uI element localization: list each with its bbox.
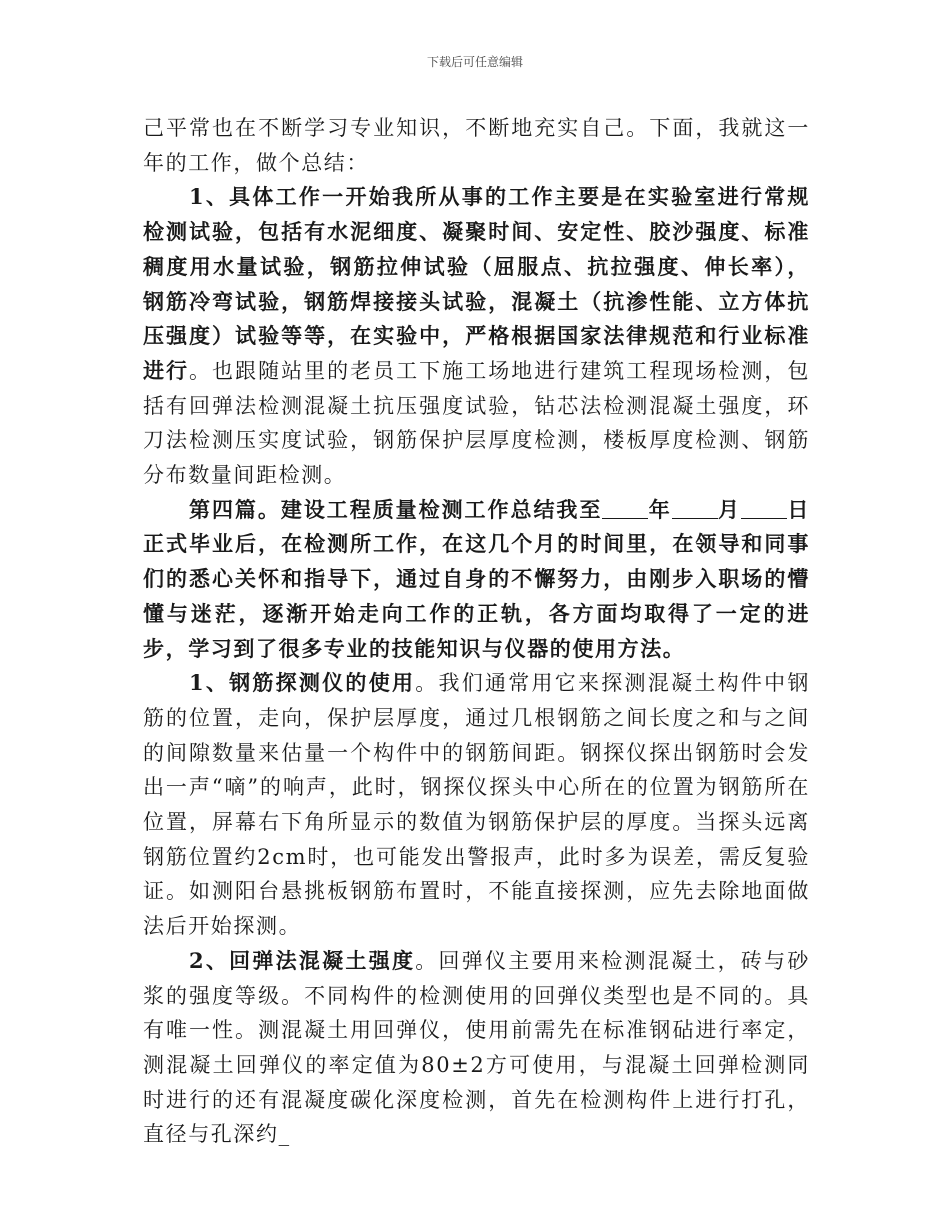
paragraph-rebar-detector — [143, 666, 810, 944]
page-header: 下载后可任意编辑 — [426, 55, 523, 69]
paragraph-text: 。我们通常用它来探测混凝土构件中钢筋的位置，走向，保护层厚度，通过几根钢筋之间长度之和与之间的间隙数量来估量一个构件中的钢筋间距。钢探仪探出钢筋时会发出一声“嘀”的响声，此时，钢探仪探头中心所在的位置为钢筋所在位置，屏幕右下角所显示的数值为钢筋保护层的厚度。当探头远离钢筋位置约2cm时，也可能发出警报声，此时多为误差，需反复验证。如测阳台悬挑板钢筋布置时，不能直接探测，应先去除地面做法后开始探测。 — [143, 671, 810, 939]
document-body — [143, 111, 810, 1152]
paragraph-rebound-method — [143, 944, 810, 1152]
paragraph-text: 日正式毕业后，在检测所工作，在这几个月的时间里，在领导和同事们的悉心关怀和指导下，通过自身的不懈努力，由刚步入职场的懵懂与迷茫，逐渐开始走向工作的正轨，各方面均取得了一定的进步，学习到了很多专业的技能知识与仪器的使用方法。 — [143, 496, 810, 661]
paragraph-bold-lead: 2、回弹法混凝土强度 — [189, 947, 416, 973]
paragraph-text: 年 — [648, 496, 672, 522]
paragraph-text: 。回弹仪主要用来检测混凝土，砖与砂浆的强度等级。不同构件的检测使用的回弹仪类型也是不同的。具有唯一性。测混凝土用回弹仪，使用前需先在标准钢砧进行率定，测混凝土回弹仪的率定值为80±2方可使用，与混凝土回弹检测同时进行的还有混凝度碳化深度检测，首先在检测构件上进行打孔，直径与孔深约_ — [143, 948, 810, 1147]
blank-year-field — [602, 498, 648, 519]
paragraph-text: 第四篇。建设工程质量检测工作总结我至 — [189, 496, 603, 522]
blank-day-field — [741, 498, 787, 519]
paragraph-text: 。也跟随站里的老员工下施工场地进行建筑工程现场检测，包括有回弹法检测混凝土抗压强度试验，钻芯法检测混凝土强度，环刀法检测压实度试验，钢筋保护层厚度检测，楼板厚度检测、钢筋分布数量间距检测。 — [143, 358, 810, 488]
paragraph-text: 月 — [717, 496, 741, 522]
paragraph-bold-lead: 1、具体工作一开始我所从事的工作主要是在实验室进行常规检测试验，包括有水泥细度、凝聚时间、安定性、胶沙强度、标准稠度用水量试验，钢筋拉伸试验（屈服点、抗拉强度、伸长率），钢筋冷弯试验，钢筋焊接接头试验，混凝土（抗渗性能、立方体抗压强度）试验等等，在实验中，严格根据国家法律规范和行业标准进行 — [143, 184, 810, 383]
paragraph-specific-work — [143, 180, 810, 492]
paragraph-bold-lead: 1、钢筋探测仪的使用 — [189, 670, 416, 696]
blank-month-field — [672, 498, 718, 519]
paragraph-continuation: 己平常也在不断学习专业知识，不断地充实自己。下面，我就这一年的工作，做个总结： — [143, 116, 810, 175]
paragraph-chapter-four — [143, 493, 810, 667]
